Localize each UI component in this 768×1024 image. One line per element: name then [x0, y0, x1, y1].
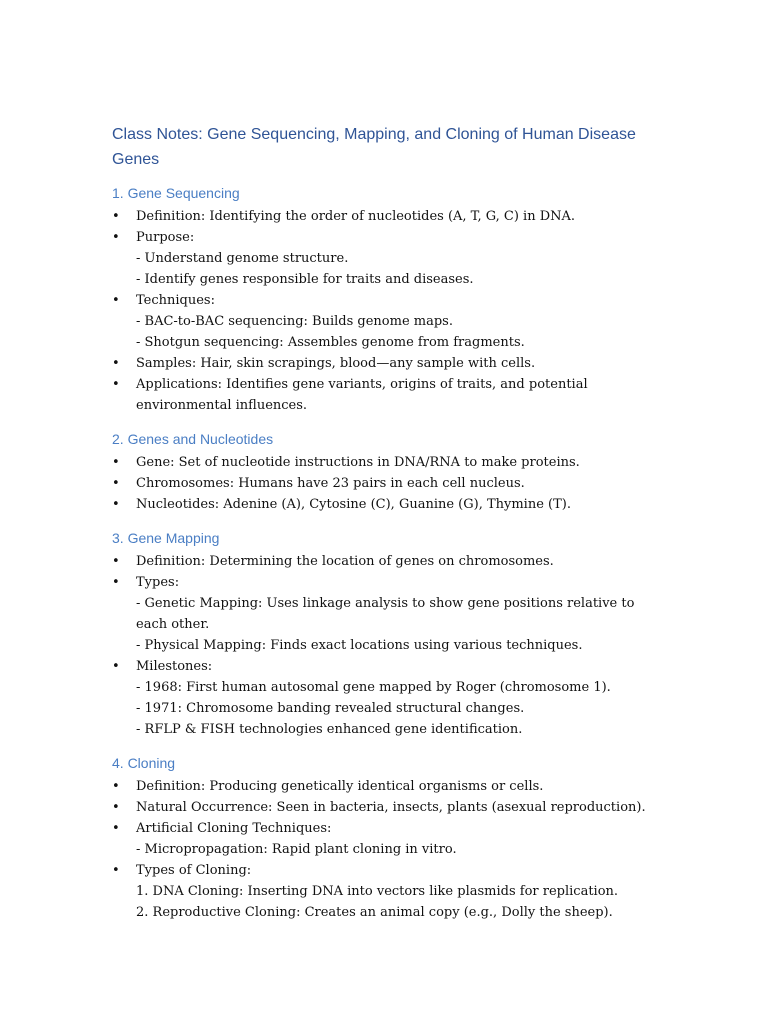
list-item-text: Gene: Set of nucleotide instructions in DNA/RNA to make proteins. [136, 455, 580, 470]
section-heading: 3. Gene Mapping [112, 530, 220, 546]
bullet-icon: • [112, 863, 120, 878]
list-item [112, 797, 657, 818]
sub-item-text: - 1968: First human autosomal gene mapped by Roger (chromosome 1). [136, 680, 611, 695]
list-item-text: Definition: Identifying the order of nucleotides (A, T, G, C) in DNA. [136, 209, 576, 224]
bullet-icon: • [112, 356, 120, 371]
list-item-text: Natural Occurrence: Seen in bacteria, insects, plants (asexual reproduction). [136, 800, 646, 815]
sub-item-text: - Identify genes responsible for traits and diseases. [136, 272, 474, 287]
list-item [112, 227, 657, 290]
bullet-icon: • [112, 455, 120, 470]
section-4 [112, 754, 657, 923]
bullet-list [112, 452, 657, 515]
sub-item-text: - RFLP & FISH technologies enhanced gene identification. [136, 722, 523, 737]
list-item [112, 860, 657, 923]
section-2 [112, 430, 657, 515]
sub-item-text: - Physical Mapping: Finds exact locations using various techniques. [136, 638, 583, 653]
section-1 [112, 184, 657, 416]
sub-item-text: - 1971: Chromosome banding revealed structural changes. [136, 701, 525, 716]
bullet-icon: • [112, 476, 120, 491]
document-body [112, 122, 657, 937]
sub-item-text: - Genetic Mapping: Uses linkage analysis to show gene positions relative to each other. [136, 596, 635, 632]
bullet-icon: • [112, 800, 120, 815]
list-item [112, 656, 657, 740]
section-heading: 2. Genes and Nucleotides [112, 431, 274, 447]
list-item-text: Types: [136, 575, 180, 590]
bullet-icon: • [112, 293, 120, 308]
bullet-list [112, 206, 657, 416]
bullet-icon: • [112, 575, 120, 590]
list-item-text: Milestones: [136, 659, 213, 674]
section-3 [112, 529, 657, 740]
list-item [112, 290, 657, 353]
sub-item-text: - BAC-to-BAC sequencing: Builds genome maps. [136, 314, 453, 329]
list-item-text: Chromosomes: Humans have 23 pairs in each cell nucleus. [136, 476, 525, 491]
list-item-text: Definition: Determining the location of genes on chromosomes. [136, 554, 554, 569]
bullet-icon: • [112, 779, 120, 794]
list-item [112, 473, 657, 494]
list-item-text: Techniques: [136, 293, 215, 308]
list-item-text: Types of Cloning: [136, 863, 252, 878]
bullet-icon: • [112, 821, 120, 836]
section-heading: 4. Cloning [112, 755, 176, 771]
bullet-list [112, 551, 657, 740]
list-item [112, 206, 657, 227]
document-title: Class Notes: Gene Sequencing, Mapping, and Cloning of Human Disease Genes [112, 126, 636, 168]
list-item [112, 551, 657, 572]
sub-item-text: - Shotgun sequencing: Assembles genome from fragments. [136, 335, 525, 350]
list-item [112, 776, 657, 797]
sub-item-text: 2. Reproductive Cloning: Creates an animal copy (e.g., Dolly the sheep). [136, 905, 613, 920]
list-item [112, 818, 657, 860]
list-item [112, 452, 657, 473]
list-item [112, 494, 657, 515]
sections-container [112, 184, 657, 923]
bullet-icon: • [112, 209, 120, 224]
section-heading: 1. Gene Sequencing [112, 185, 240, 201]
bullet-icon: • [112, 377, 120, 392]
bullet-list [112, 776, 657, 923]
list-item-text: Samples: Hair, skin scrapings, blood—any sample with cells. [136, 356, 536, 371]
list-item-text: Artificial Cloning Techniques: [136, 821, 332, 836]
sub-item-text: - Understand genome structure. [136, 251, 349, 266]
sub-item-text: 1. DNA Cloning: Inserting DNA into vectors like plasmids for replication. [136, 884, 619, 899]
list-item [112, 353, 657, 374]
list-item-text: Definition: Producing genetically identical organisms or cells. [136, 779, 544, 794]
list-item [112, 374, 657, 416]
list-item-text: Applications: Identifies gene variants, origins of traits, and potential environmental influences. [136, 377, 588, 413]
list-item-text: Nucleotides: Adenine (A), Cytosine (C), Guanine (G), Thymine (T). [136, 497, 571, 512]
bullet-icon: • [112, 554, 120, 569]
sub-item-text: - Micropropagation: Rapid plant cloning in vitro. [136, 842, 457, 857]
bullet-icon: • [112, 497, 120, 512]
list-item-text: Purpose: [136, 230, 195, 245]
bullet-icon: • [112, 659, 120, 674]
bullet-icon: • [112, 230, 120, 245]
list-item [112, 572, 657, 656]
